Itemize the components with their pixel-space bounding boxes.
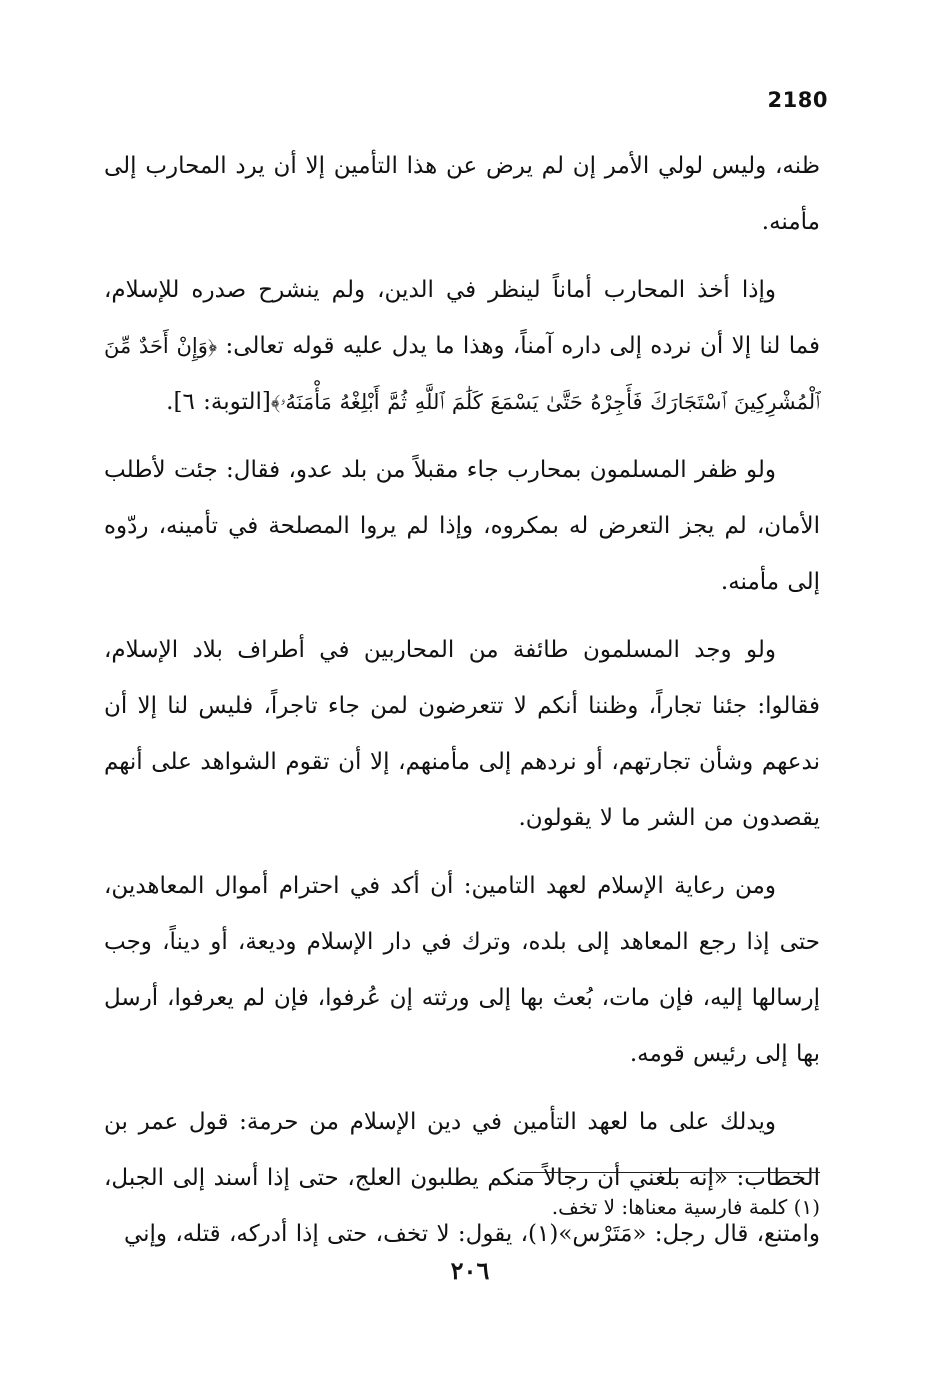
paragraph-3: ولو ظفر المسلمون بمحارب جاء مقبلاً من بلد عدو، فقال: جئت لأطلب الأمان، لم يجز التعرض له بمكروه، وإذا لم يروا المصلحة في تأمينه، ردّوه إلى مأمنه. (104, 457, 820, 595)
page-number-bottom: ٢٠٦ (450, 1256, 490, 1285)
quran-verse: ﴿وَإِنْ أَحَدٌ مِّنَ ٱلْمُشْرِكِينَ ٱسْتَجَارَكَ فَأَجِرْهُ حَتَّىٰ يَسْمَعَ كَلَٰمَ ٱللَّهِ ثُمَّ أَبْلِغْهُ مَأْمَنَهُۥ﴾ (104, 334, 820, 414)
paragraph-5: ومن رعاية الإسلام لعهد التامين: أن أكد في احترام أموال المعاهدين، حتى إذا رجع المعاهد إلى بلده، وترك في دار الإسلام وديعة، أو ديناً، وجب إرسالها إليه، فإن مات، بُعث بها إلى ورثته إن عُرفوا، فإن لم يعرفوا، أرسل بها إلى رئيس قومه. (104, 873, 820, 1067)
body-text (104, 138, 820, 1274)
paragraph-1: ظنه، وليس لولي الأمر إن لم يرض عن هذا التأمين إلا أن يرد المحارب إلى مأمنه. (104, 153, 820, 235)
paragraph-4: ولو وجد المسلمون طائفة من المحاربين في أطراف بلاد الإسلام، فقالوا: جئنا تجاراً، وظننا أنكم لا تتعرضون لمن جاء تاجراً، فليس لنا إلا أن ندعهم وشأن تجارتهم، أو نردهم إلى مأمنهم، إلا أن تقوم الشواهد على أنهم يقصدون من الشر ما لا يقولون. (104, 637, 820, 831)
paragraph-2 (104, 262, 820, 430)
page-number-top: 2180 (767, 88, 828, 112)
paragraph-2-text: وإذا أخذ المحارب أماناً لينظر في الدين، ولم ينشرح صدره للإسلام، فما لنا إلا أن نرده إلى داره آمناً، وهذا ما يدل عليه قوله تعالى: (104, 277, 821, 359)
footnote-divider (520, 1172, 820, 1173)
footnote: (١) كلمة فارسية معناها: لا تخف. (551, 1195, 820, 1219)
quran-reference: [التوبة: ٦]. (166, 389, 271, 415)
paragraph-6: ويدلك على ما لعهد التأمين في دين الإسلام من حرمة: قول عمر بن الخطاب: «إنه بلغني أن رجالاً منكم يطلبون العلج، حتى إذا أسند إلى الجبل، وامتنع، قال رجل: «مَتَرْس»(١)، يقول: لا تخف، حتى إذا أدركه، قتله، وإني (104, 1109, 820, 1247)
